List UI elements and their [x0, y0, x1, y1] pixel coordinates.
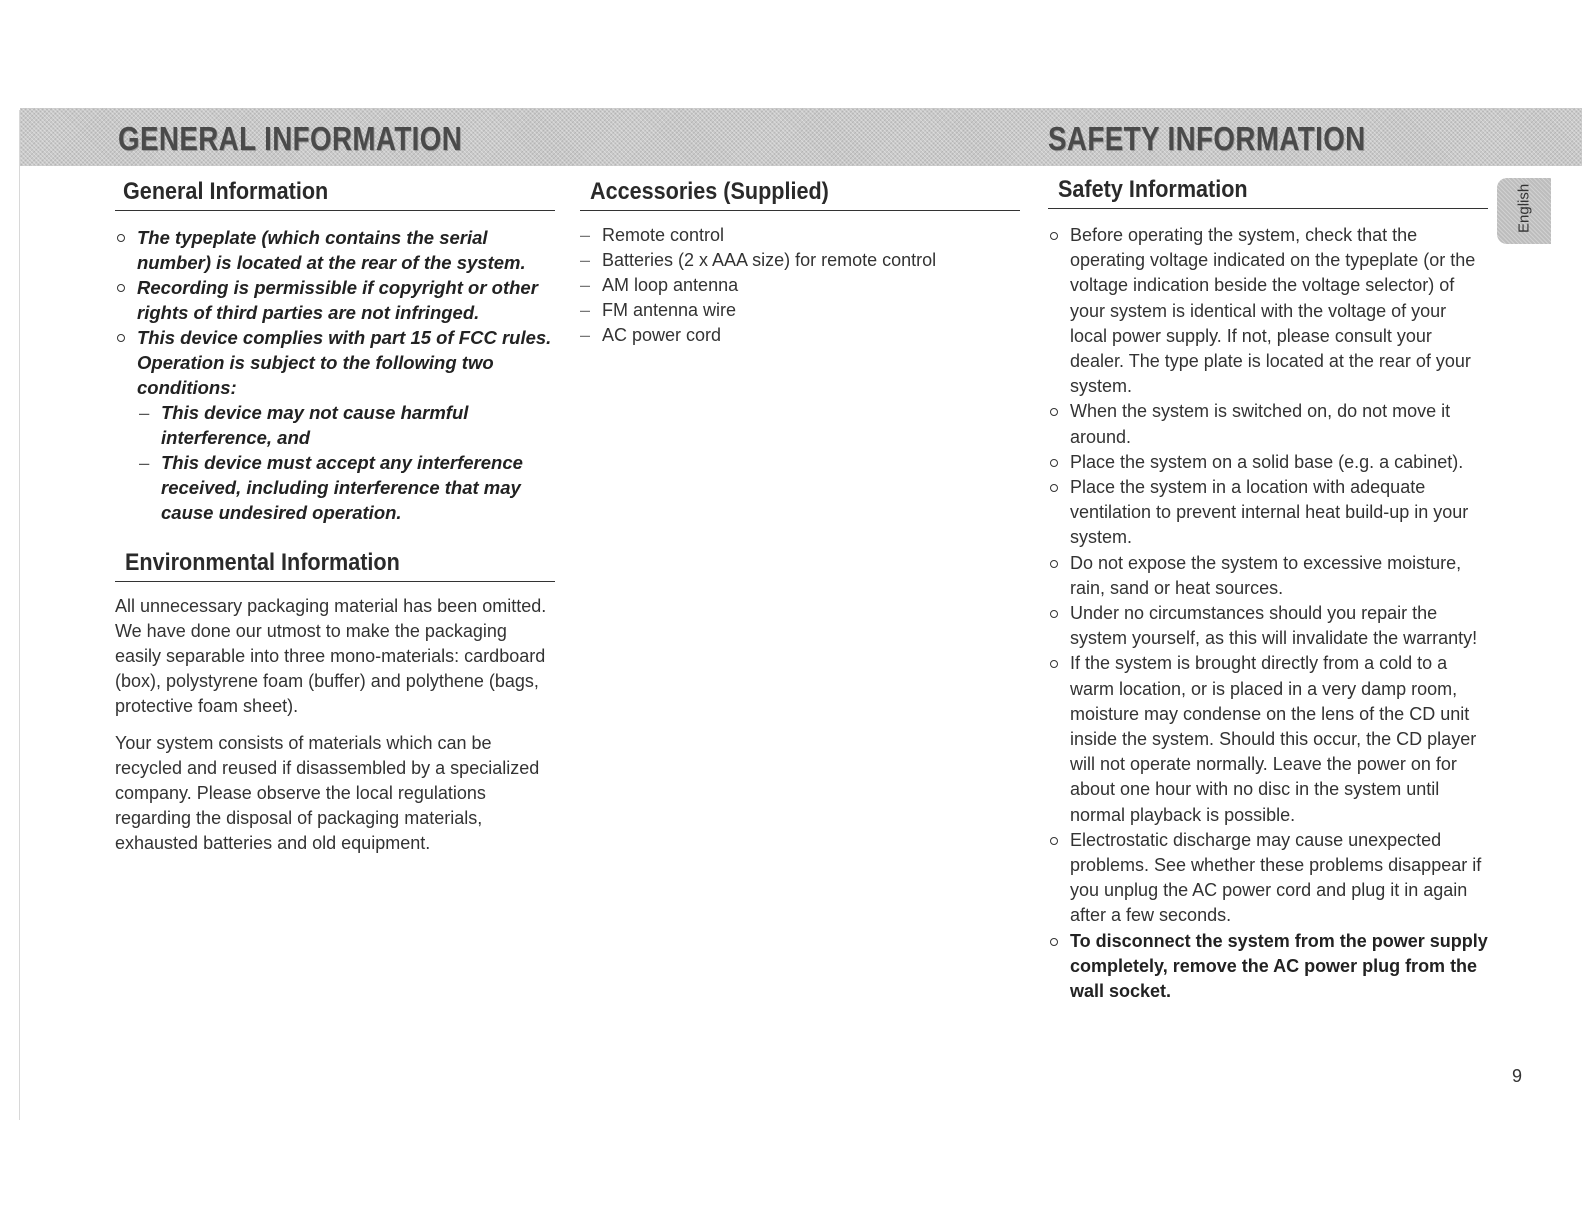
list-item: Under no circumstances should you repair the system yourself, as this will invalidate the warranty! [1048, 601, 1488, 651]
dash-icon: – [580, 250, 591, 270]
list-item: If the system is brought directly from a cold to a warm location, or is placed in a very damp room, moisture may condense on the lens of the CD unit inside the system. Should this occur, the CD player will not operate normally. Leave the power on for about one hour with no disc in the system until normal playback is possible. [1048, 651, 1488, 827]
list-item: When the system is switched on, do not move it around. [1048, 399, 1488, 449]
bullet-icon [1050, 232, 1058, 240]
list-item: The typeplate (which contains the serial number) is located at the rear of the system. [115, 225, 555, 275]
list-item: Place the system in a location with adequate ventilation to prevent internal heat build-up in your system. [1048, 475, 1488, 551]
list-item: – Batteries (2 x AAA size) for remote control [580, 248, 1020, 273]
list-item: Place the system on a solid base (e.g. a cabinet). [1048, 450, 1488, 475]
bullet-icon [117, 334, 125, 342]
general-information-column [115, 178, 555, 856]
environmental-paragraph: Your system consists of materials which can be recycled and reused if disassembled by a specialized company. Please observe the local regulations regarding the disposal of packaging materials, exhausted batteries and old equipment. [115, 733, 540, 853]
accessories-list [580, 223, 1020, 348]
list-item: – AC power cord [580, 323, 1020, 348]
dash-icon: – [139, 402, 150, 423]
accessories-heading: Accessories (Supplied) [580, 178, 1020, 211]
safety-information-heading: Safety Information [1048, 176, 1488, 209]
safety-information-banner-title: SAFETY INFORMATION [1048, 120, 1366, 157]
bullet-icon [1050, 660, 1058, 668]
page-number: 9 [1512, 1066, 1523, 1086]
dash-icon: – [580, 300, 591, 320]
list-item: This device complies with part 15 of FCC rules. Operation is subject to the following two conditions: – This device may not cause harmful interference, and – This device must accept any interference received, including interference that may cause undesired operation. [115, 325, 555, 525]
general-information-list [115, 225, 555, 525]
general-information-banner-title: GENERAL INFORMATION [118, 120, 463, 157]
list-item: – Remote control [580, 223, 1020, 248]
bullet-icon [117, 284, 125, 292]
page-edge-line [19, 110, 20, 1120]
fcc-conditions-list [137, 400, 555, 525]
language-tab-label: English [1515, 183, 1533, 233]
list-item: – This device must accept any interference received, including interference that may cause undesired operation. [139, 452, 523, 523]
safety-information-column [1048, 176, 1488, 1004]
dash-icon: – [580, 325, 591, 345]
bullet-icon [1050, 560, 1058, 568]
environmental-information-section [115, 549, 555, 856]
bullet-icon [117, 234, 125, 242]
list-item: – FM antenna wire [580, 298, 1020, 323]
environmental-information-heading: Environmental Information [115, 549, 555, 582]
dash-icon: – [580, 275, 591, 295]
bullet-icon [1050, 938, 1058, 946]
bullet-icon [1050, 408, 1058, 416]
bullet-icon [1050, 484, 1058, 492]
dash-icon: – [139, 452, 150, 473]
bullet-icon [1050, 837, 1058, 845]
bullet-icon [1050, 610, 1058, 618]
safety-information-list [1048, 223, 1488, 1004]
accessories-column [580, 178, 1020, 348]
bullet-icon [1050, 459, 1058, 467]
list-item: – AM loop antenna [580, 273, 1020, 298]
list-item: Before operating the system, check that the operating voltage indicated on the typeplate (or the voltage indication beside the voltage selector) of your system is identical with the voltage of your local power supply. If not, please consult your dealer. The type plate is located at the rear of your system. [1048, 223, 1488, 399]
list-item: Do not expose the system to excessive moisture, rain, sand or heat sources. [1048, 551, 1488, 601]
environmental-paragraph: All unnecessary packaging material has been omitted. We have done our utmost to make the packaging easily separable into three mono-materials: cardboard (box), polystyrene foam (buffer) and polythene (bags, protective foam sheet). [115, 596, 547, 716]
list-item: Electrostatic discharge may cause unexpected problems. See whether these problems disappear if you unplug the AC power cord and plug it in again after a few seconds. [1048, 828, 1488, 929]
header-banner [20, 108, 1582, 166]
dash-icon: – [580, 225, 591, 245]
list-item: – This device may not cause harmful interference, and [139, 402, 469, 448]
list-item: Recording is permissible if copyright or other rights of third parties are not infringed. [115, 275, 555, 325]
language-tab [1497, 178, 1551, 244]
general-information-heading: General Information [115, 178, 555, 211]
list-item-warning: To disconnect the system from the power supply completely, remove the AC power plug from the wall socket. [1048, 929, 1488, 1005]
